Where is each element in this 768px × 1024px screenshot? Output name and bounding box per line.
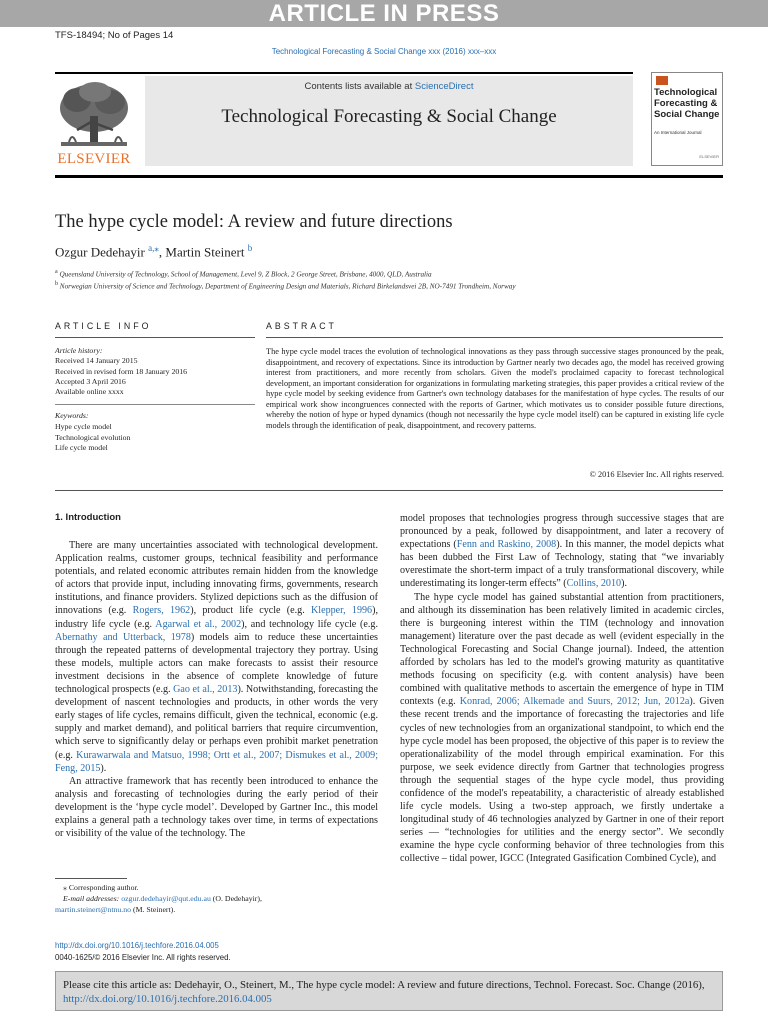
affiliation-a-mark: a: [55, 269, 58, 275]
citation-link[interactable]: Konrad, 2006; Alkemade and Suurs, 2012; Jun, 2012a: [459, 696, 690, 708]
affiliation-b: [55, 281, 516, 290]
citation-link[interactable]: Fenn and Raskino, 2008: [456, 539, 557, 551]
keyword: Life cycle model: [55, 443, 108, 453]
journal-title: Technological Forecasting & Social Change: [221, 106, 557, 127]
paragraph-text: ).: [621, 578, 627, 590]
citation-link[interactable]: Kurawarwala and Matsuo, 1998; Ortt et al., 2007; Dismukes et al., 2009; Feng, 2015: [55, 749, 379, 774]
citation-link[interactable]: Abernathy and Utterback, 1978: [55, 631, 191, 643]
citation-link[interactable]: Rogers, 1962: [132, 605, 191, 617]
affiliation-a: [55, 269, 432, 278]
article-in-press-banner: [0, 0, 768, 27]
footnote-divider: [55, 878, 127, 879]
history-accepted: Accepted 3 April 2016: [55, 376, 126, 386]
email-link-2[interactable]: martin.steinert@ntnu.no: [55, 905, 132, 914]
citation-link[interactable]: Klepper, 1996: [311, 605, 373, 617]
history-online: Available online xxxx: [55, 387, 124, 397]
citation-doi-link[interactable]: http://dx.doi.org/10.1016/j.techfore.2016.04.005: [63, 993, 272, 1005]
abstract-text: The hype cycle model traces the evolution of technological innovations as they pass through successive stages pronounced by the peak, disappointment, and recovery of expectations. Since its introduction by Gartner nearly two decades ago, the model has received growing interest from practitioners, and more recently from scholars. Given the model's proclaimed capacity to forecast technological development, an important consideration for organizations in formulating marketing strategies, this paper provides a critical review of the hype cycle model by seeking evidence from Gartner's own technology databases for the manifestation of hype cycles. The results of our empirical work show incongruences connected with the reports of Gartner, which motivates us to consider possible future directions, whereby the notion of hype or hyped dynamics (though not necessarily the hype cycle model itself) can be captured in existing life cycle models through the identification of peak, disappointment, and recovery patterns.: [266, 347, 724, 430]
author-1[interactable]: Ozgur Dedehayir: [55, 244, 145, 260]
cover-title: Technological Forecasting & Social Change: [654, 87, 720, 120]
citation-link[interactable]: Agarwal et al., 2002: [155, 618, 242, 630]
body-column-right: [400, 512, 724, 866]
journal-citation-line[interactable]: Technological Forecasting & Social Change xxx (2016) xxx–xxx: [271, 47, 497, 56]
affiliation-a-text: Queensland University of Technology, School of Management, Level 9, Z Block, 2 George Street, Brisbane, 4000, QLD, Australia: [59, 270, 432, 279]
section-heading-introduction: 1. Introduction: [55, 512, 121, 523]
body-column-left: [55, 539, 378, 840]
citation-link[interactable]: Gao et al., 2013: [173, 684, 238, 696]
paragraph-text: The hype cycle model has gained substantial attention from practitioners, and although its dissemination has been relatively limited in academic circles, there is burgeoning interest within the TIM (technology and innovation management) literature over the past decade as well (evident especially in the Technological Forecasting and Social Change journal). Indeed, the attention afforded by scholars has led to the model's growing maturity as quantitative methods focusing on specificity (e.g. with content analysis) have been combined with qualitative methods to ascertain the emergence of hype in TIM contexts (e.g.: [400, 591, 724, 708]
email-line: [55, 893, 262, 904]
paragraph-text: ) models aim to reduce these uncertainties through the repeated patterns of developmental trajectory they portray. Using these models, multiple actors can make forecasts to assist their resource investment decisions in the absence of complete knowledge of future technological prospects (e.g.: [55, 631, 378, 696]
banner-text: ARTICLE IN PRESS: [268, 0, 500, 27]
paragraph-text: There are many uncertainties associated with technological development. Application realms, customer groups, technical feasibility and performance potentials, and related economic attributes remain hidden from the knowledge of actors that provide input, including innovating firms, governments, research institutions, and finance providers. Stylized depictions such as the diffusion of innovations (e.g.: [55, 540, 378, 617]
header-divider: [55, 175, 723, 178]
footnotes: [55, 882, 262, 915]
author-2[interactable]: Martin Steinert: [165, 244, 245, 260]
paragraph-text: ). Given these recent trends and the importance of forecasting the trajectories and life cycles of new technologies from an organizational standpoint, to which end the hype cycle model has been proposed, the objective of this paper is to review the operationalizability of the model through empirical examination. For this purpose, we seek evidence directly from Gartner that technologies progress through the sequential stages of the hype cycle model, thus providing confidence of the model's repeatability, a characteristic of already established life cycle models. Using a two-step approach, we firstly undertake a longitudinal study of 46 technologies analyzed by Gartner in one of their report series — “technologies for utilities and the energy sector”. We secondly examine the hype cycle conforming behavior of three technologies from this collective – tidal power, IGCC (Integrated Gasification Combined Cycle), and: [400, 696, 724, 865]
citation-text: Please cite this article as: Dedehayir, O., Steinert, M., The hype cycle model: A review and future directions, Technol. Forecast. Soc. Change (2016),: [63, 979, 705, 991]
affiliation-b-mark: b: [55, 281, 58, 287]
corresponding-author-note: ⁎ Corresponding author.: [63, 883, 139, 892]
paragraph-text: ). Notwithstanding, forecasting the development of nascent technologies and products, in other words the very early stages of life cycles, remains difficult, given the technical, economic (e.g. supply and market demand), and political barriers that require circumvention, which serve to significantly delay or perhaps even prohibit market penetration (e.g.: [55, 684, 378, 761]
paragraph-text: An attractive framework that has recently been introduced to enhance the analysis and forecasting of technologies during the early period of their development is the ‘hype cycle model’. Developed by Gartner Inc., this model explains a general path a technology takes over time, in terms of expectations or visibility of the value of the technology. The: [55, 775, 378, 840]
paragraph-text: ), industry life cycle (e.g.: [55, 605, 378, 630]
email-name-2: (M. Steinert).: [131, 905, 176, 914]
paragraph-text: ). In this manner, the model depicts what has been dubbed the First Law of Technology, stating that “we invariably overestimate the short-term impact of a truly transformational discovery, while underestimating its longer-term effects” (: [400, 539, 724, 590]
author-line: [55, 243, 252, 260]
email-name-1: (O. Dedehayir),: [210, 894, 262, 903]
email-link-1[interactable]: ozgur.dedehayir@qut.edu.au: [121, 894, 211, 903]
manuscript-id: TFS-18494; No of Pages 14: [55, 30, 174, 41]
paragraph: [400, 591, 724, 866]
sciencedirect-link[interactable]: ScienceDirect: [414, 81, 474, 92]
paragraph-text: ), and technology life cycle (e.g.: [241, 618, 378, 630]
contents-available-line: [145, 81, 633, 92]
citation-box: [55, 971, 723, 1011]
elsevier-wordmark: ELSEVIER: [57, 151, 131, 167]
keyword: Hype cycle model: [55, 421, 112, 431]
paragraph: [55, 539, 378, 775]
abstract-heading: ABSTRACT: [266, 321, 337, 331]
abstract-divider: [266, 337, 723, 338]
history-divider: [55, 404, 255, 405]
issn-line: 0040-1625/© 2016 Elsevier Inc. All rights reserved.: [55, 953, 231, 962]
abstract-bottom-divider: [55, 490, 723, 491]
keyword: Technological evolution: [55, 432, 131, 442]
keywords-block: [55, 411, 130, 454]
article-info-divider: [55, 337, 255, 338]
article-history: [55, 346, 187, 397]
paragraph-text: model proposes that technologies progress through successive stages that are pronounced by a peak, followed by disappointment, and later a recovery of expectations (: [400, 513, 724, 551]
paragraph: [400, 512, 724, 591]
doi-link[interactable]: http://dx.doi.org/10.1016/j.techfore.2016.04.005: [55, 941, 219, 950]
email-line-2: [55, 904, 262, 915]
history-revised: Received in revised form 18 January 2016: [55, 366, 188, 376]
paragraph-text: ), product life cycle (e.g.: [190, 605, 311, 617]
author-separator: ,: [158, 244, 166, 260]
email-label: E-mail addresses:: [63, 894, 122, 903]
affiliation-b-text: Norwegian University of Science and Technology, Department of Engineering Design and Materials, Richard Birkelandsvei 2B, NO-7491 Trondheim, Norway: [59, 282, 516, 291]
history-label: Article history:: [55, 346, 103, 355]
contents-prefix: Contents lists available at: [304, 81, 415, 92]
cover-publisher: ELSEVIER: [699, 154, 719, 159]
author-1-affiliation-mark[interactable]: a,⁎: [148, 243, 159, 253]
history-received: Received 14 January 2015: [55, 356, 138, 366]
copyright-notice: © 2016 Elsevier Inc. All rights reserved.: [589, 470, 724, 479]
citation-link[interactable]: Collins, 2010: [566, 578, 622, 590]
author-2-affiliation-mark[interactable]: b: [247, 243, 253, 253]
keywords-label: Keywords:: [55, 411, 89, 420]
journal-cover-thumbnail[interactable]: [651, 72, 723, 166]
paragraph-text: ).: [100, 762, 107, 774]
article-info-heading: ARTICLE INFO: [55, 321, 152, 331]
paragraph: [55, 775, 378, 840]
cover-subtitle: An International Journal: [654, 130, 702, 135]
cover-logo-icon: [656, 76, 668, 85]
paper-title: The hype cycle model: A review and future directions: [55, 212, 453, 232]
